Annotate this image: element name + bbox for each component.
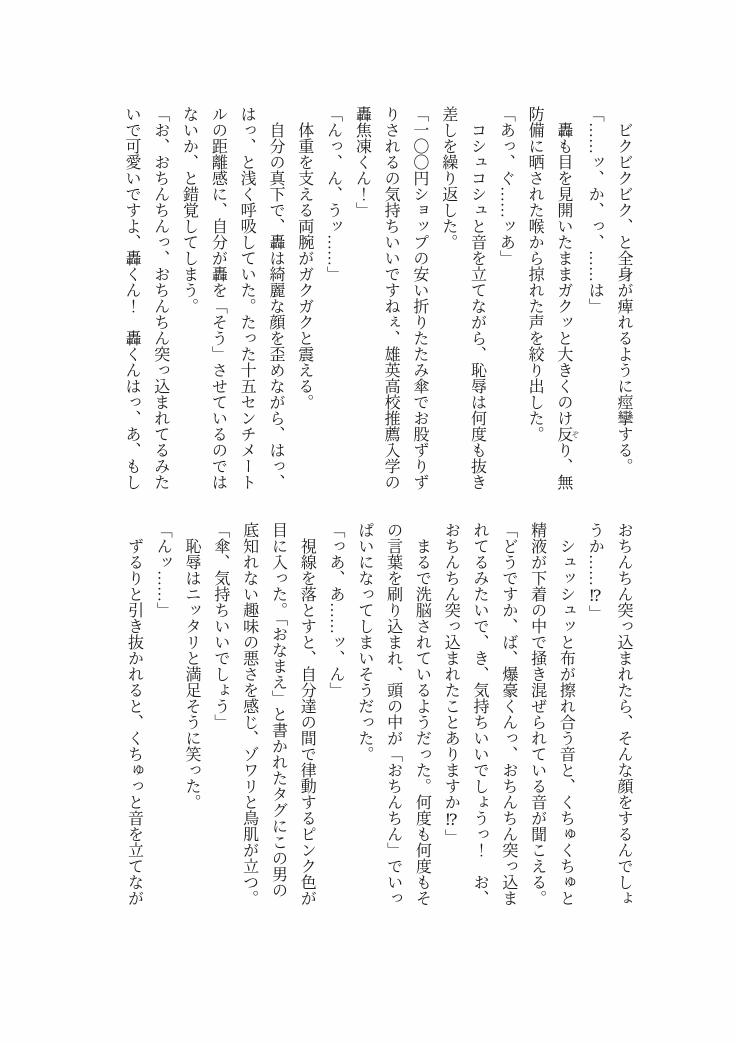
bottom-text-block [119, 522, 637, 907]
dialogue-paragraph: 「んっ、ん、うッ……」 [324, 106, 342, 282]
narration-paragraph: まるで洗脳されているようだった。何度も何度もその言葉を刷り込まれ、頭の中が「おちんちん」でいっぱいになってしまいそうだった。 [355, 522, 431, 906]
narration-paragraph: 恥辱はニッタリと満足そうに笑った。 [183, 538, 201, 810]
ruby-pre-text: 轟も目を見開いたままガクッと大きくのけ [554, 122, 572, 426]
dialogue-paragraph: 「傘、気持ちいいでしょう」 [211, 522, 229, 730]
dialogue-paragraph-continuation: おちんちん突っ込まれたら、そんな顔をするんでしょうか……⁉」 [586, 522, 632, 906]
ruby-furigana: ぞ [570, 426, 580, 442]
ruby-base: 反 [554, 426, 572, 442]
top-text-block [116, 106, 637, 491]
dialogue-paragraph: 「一〇〇円ショップの安い折りたたみ傘でお股ずりずりされるの気持ちいいですねぇ、雄英高校推薦入学の轟焦凍くん！」 [353, 106, 428, 490]
narration-paragraph: 体重を支える両腕がガクガクと震える。 [295, 122, 313, 410]
ruby-annotation [554, 426, 580, 442]
dialogue-paragraph: 「あっ、ぐ……ッあ」 [497, 106, 515, 266]
narration-paragraph: 視線を落とすと、自分達の間で律動するピンク色が目に入った。「おなまえ」と書かれたタグにこの男の底知れない趣味の悪さを感じ、ゾワリと鳥肌が立つ。 [240, 522, 316, 906]
narration-paragraph: 自分の真下で、轟は綺麗な顔を歪めながら、はっ、はっ、と浅く呼吸していた。たった十五センチメートルの距離感に、自分が轟を「そう」させているのではないか、と錯覚してしまう。 [180, 106, 284, 490]
dialogue-paragraph: 「……ッ、か、っ、……は」 [586, 106, 604, 314]
dialogue-paragraph: 「どうですか、ば、爆豪くんっ、おちんちん突っ込まれてるみたいで、き、気持ちいいでしょうっ！ お、おちんちん突っ込まれたことありますか⁉」 [442, 522, 517, 906]
narration-paragraph: ビクビクビク、と全身が痺れるように痙攣する。 [615, 122, 632, 474]
narration-paragraph: コシュコシュと音を立てながら、恥辱は何度も抜き差しを繰り返した。 [439, 106, 486, 490]
narration-paragraph-with-furigana [519, 106, 579, 491]
dialogue-paragraph: 「っあ、あ……ッ、ん」 [327, 522, 345, 698]
dialogue-paragraph: 「お、おちんちんっ、おちんちん突っ込まれてるみたいで可愛いですよ、轟くん！ 轟くんはっ、あ、もし [122, 106, 169, 490]
narration-paragraph: シュッシュッと布が擦れ合う音と、くちゅくちゅと精液が下着の中で掻き混ぜられている音が聞こえる。 [528, 522, 575, 906]
narration-paragraph: ずるりと引き抜かれると、くちゅっと音を立てなが [125, 538, 143, 906]
ruby-post-text: り、無防備に晒された喉から掠れた声を絞り出した。 [526, 106, 572, 490]
dialogue-paragraph: 「んッ……」 [154, 522, 172, 618]
